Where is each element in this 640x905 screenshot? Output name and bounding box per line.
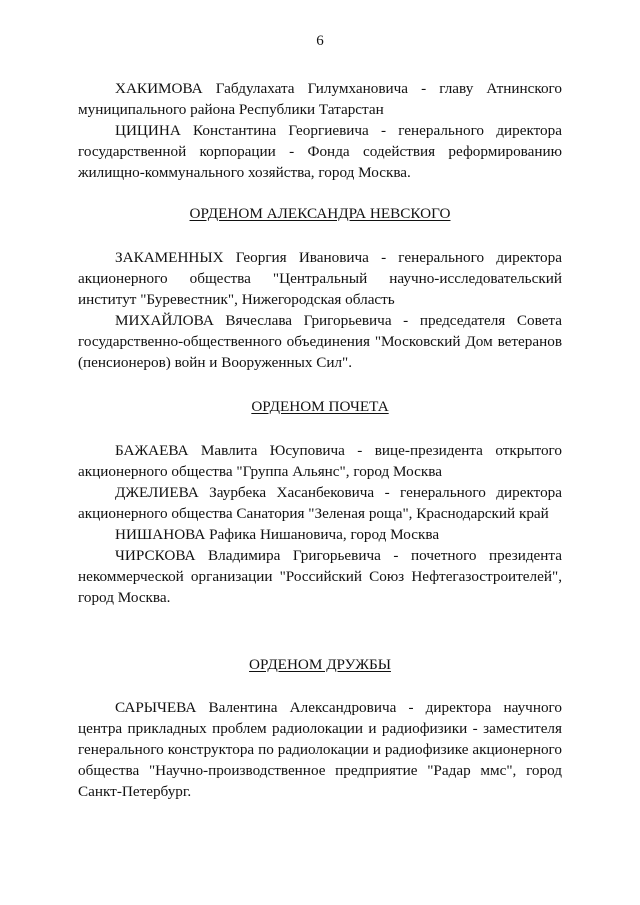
award-entry: ЗАКАМЕННЫХ Георгия Ивановича - генерального директора акционерного общества "Центральный научно-исследовательский институт "Буревестник", Нижегородская область (78, 249, 562, 308)
award-entry: ХАКИМОВА Габдулахата Гилумхановича - главу Атнинского муниципального района Республики Татарстан (78, 80, 562, 118)
section-heading: ОРДЕНОМ ДРУЖБЫ (249, 656, 391, 673)
section-pocheta (78, 440, 562, 608)
section-continued (78, 78, 562, 183)
section-heading: ОРДЕНОМ АЛЕКСАНДРА НЕВСКОГО (189, 205, 451, 222)
award-entry: ЦИЦИНА Константина Георгиевича - генерального директора государственной корпорации - Фонда содействия реформированию жилищно-коммунального хозяйства, город Москва. (78, 122, 562, 181)
award-entry: НИШАНОВА Рафика Нишановича, город Москва (115, 526, 440, 543)
award-entry: САРЫЧЕВА Валентина Александровича - директора научного центра прикладных проблем радиолокации и радиофизики - заместителя генерального конструктора по радиолокации и радиофизике акционерного общества "Научно-производственное предприятие "Радар ммс", город Санкт-Петербург. (78, 699, 562, 800)
award-entry: МИХАЙЛОВА Вячеслава Григорьевича - председателя Совета государственно-общественного объединения "Московский Дом ветеранов (пенсионеров) войн и Вооруженных Сил". (78, 312, 562, 371)
award-entry: БАЖАЕВА Мавлита Юсуповича - вице-президента открытого акционерного общества "Группа Альянс", город Москва (78, 442, 562, 480)
section-heading: ОРДЕНОМ ПОЧЕТА (251, 398, 389, 415)
page-number: 6 (316, 33, 324, 49)
section-nevsky (78, 247, 562, 373)
award-entry: ЧИРСКОВА Владимира Григорьевича - почетного президента некоммерческой организации "Российский Союз Нефтегазостроителей", город Москва. (78, 547, 562, 606)
award-entry: ДЖЕЛИЕВА Заурбека Хасанбековича - генерального директора акционерного общества Санатория "Зеленая роща", Краснодарский край (78, 484, 562, 522)
section-druzhby (78, 697, 562, 802)
